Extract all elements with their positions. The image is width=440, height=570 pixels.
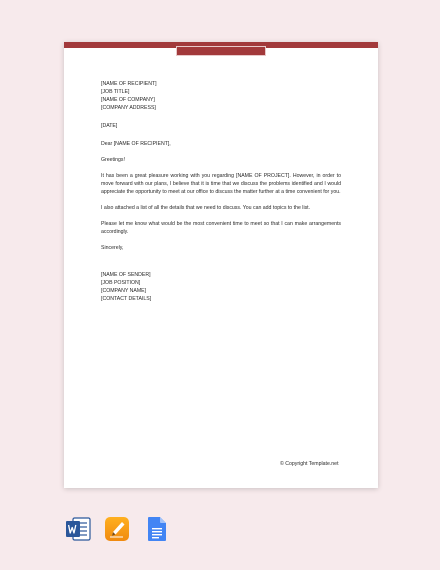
recipient-job-title: [JOB TITLE] <box>101 89 130 95</box>
paragraph-2: I also attached a list of all the details that we need to discuss. You can add topics to the list. <box>101 205 311 211</box>
letter-body <box>101 80 341 303</box>
google-docs-icon[interactable] <box>144 516 170 542</box>
paragraph-1: It has been a great pleasure working with you regarding [NAME OF PROJECT]. However, in order to move forward with our plans, I believe that it is time that we discuss the problems identified and I would appreciate the opportunity to meet at our office to discuss the matter further at a time convenient for you. <box>101 173 341 195</box>
recipient-address: [COMPANY ADDRESS] <box>101 105 156 111</box>
salutation: Dear [NAME OF RECIPIENT], <box>101 141 171 147</box>
copyright-text: © Copyright Template.net <box>280 461 339 467</box>
recipient-name: [NAME OF RECIPIENT] <box>101 81 157 87</box>
sender-name: [NAME OF SENDER] <box>101 272 151 278</box>
recipient-company: [NAME OF COMPANY] <box>101 97 155 103</box>
header-accent-tab <box>176 46 266 56</box>
sender-contact: [CONTACT DETAILS] <box>101 296 152 302</box>
pages-icon[interactable] <box>104 516 130 542</box>
sender-block <box>101 271 341 303</box>
paragraph-3: Please let me know what would be the most convenient time to meet so that I can make arrangements accordingly. <box>101 221 341 235</box>
word-icon[interactable] <box>65 516 91 542</box>
sender-company: [COMPANY NAME] <box>101 288 147 294</box>
recipient-block <box>101 80 341 112</box>
greeting: Greetings! <box>101 157 125 163</box>
closing: Sincerely, <box>101 245 124 251</box>
sender-job-position: [JOB POSITION] <box>101 280 141 286</box>
letter-date: [DATE] <box>101 123 118 129</box>
letter-page <box>64 42 378 488</box>
